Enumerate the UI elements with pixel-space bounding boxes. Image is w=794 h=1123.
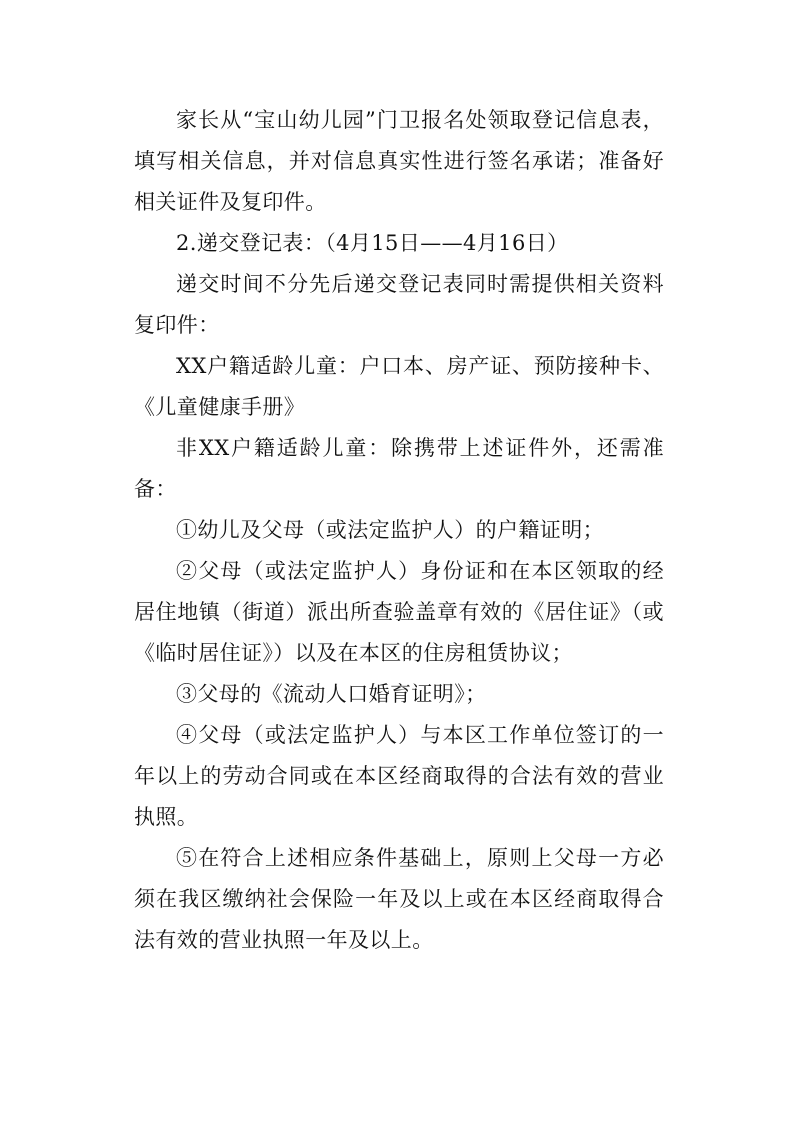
paragraph-registration-form: 家长从“宝山幼儿园”门卫报名处领取登记信息表，填写相关信息，并对信息真实性进行签名承诺；准备好相关证件及复印件。 bbox=[134, 108, 664, 214]
list-item-5: ⑤在符合上述相应条件基础上，原则上父母一方必须在我区缴纳社会保险一年及以上或在本区经商取得合法有效的营业执照一年及以上。 bbox=[134, 846, 664, 952]
paragraph-local-children: XX户籍适龄儿童：户口本、房产证、预防接种卡、《儿童健康手册》 bbox=[134, 354, 664, 419]
list-item-1: ①幼儿及父母（或法定监护人）的户籍证明； bbox=[176, 518, 604, 542]
paragraph-submit-time: 递交时间不分先后递交登记表同时需提供相关资料复印件： bbox=[134, 272, 664, 337]
list-item-4: ④父母（或法定监护人）与本区工作单位签订的一年以上的劳动合同或在本区经商取得的合法有效的营业执照。 bbox=[134, 723, 664, 829]
list-item-3: ③父母的《流动人口婚育证明》； bbox=[176, 682, 487, 706]
document-body bbox=[134, 100, 664, 961]
paragraph-submit-heading: 2.递交登记表：（4月15日——4月16日） bbox=[176, 231, 569, 255]
paragraph-nonlocal-children: 非XX户籍适龄儿童：除携带上述证件外，还需准备： bbox=[134, 436, 664, 501]
list-item-2: ②父母（或法定监护人）身份证和在本区领取的经居住地镇（街道）派出所查验盖章有效的《居住证》（或《临时居住证》）以及在本区的住房租赁协议； bbox=[134, 559, 664, 665]
